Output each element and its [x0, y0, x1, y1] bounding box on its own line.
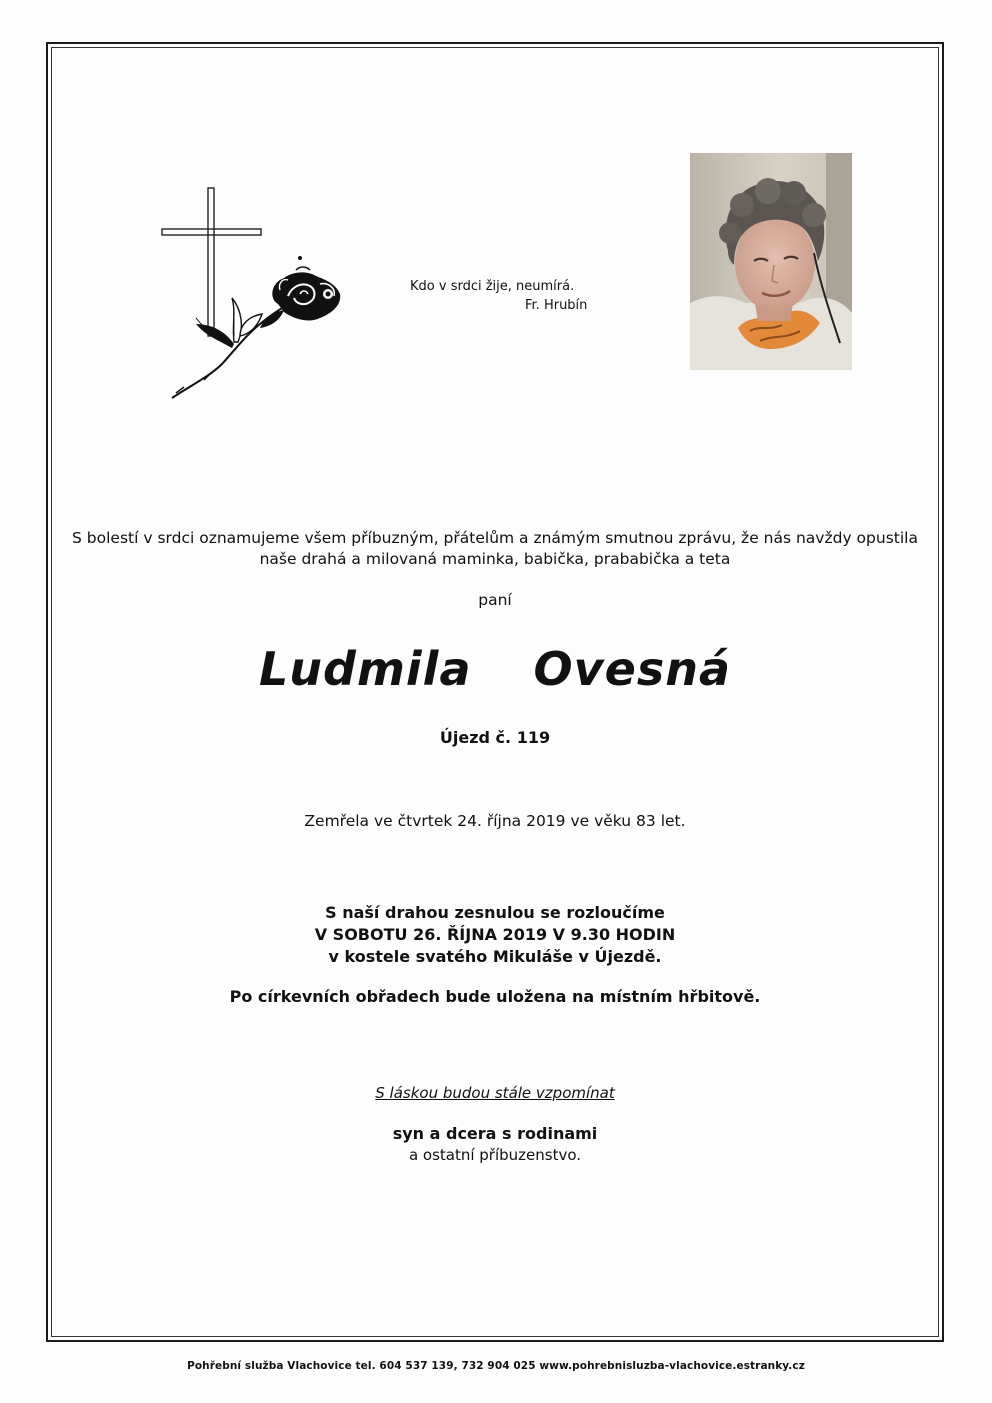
deceased-name: Ludmila Ovesná: [259, 642, 731, 696]
quote-block: [410, 277, 587, 315]
memory-line: S láskou budou stále vzpomínat: [375, 1084, 615, 1102]
deceased-address: Újezd č. 119: [439, 728, 551, 747]
burial-notice: Po církevních obřadech bude uložena na místním hřbitově.: [229, 987, 761, 1006]
quote-author: Fr. Hrubín: [525, 298, 588, 313]
title-word: paní: [478, 591, 512, 609]
funeral-line-1: S naší drahou zesnulou se rozloučíme: [325, 903, 665, 922]
death-notice: Zemřela ve čtvrtek 24. října 2019 ve věku 83 let.: [304, 812, 686, 830]
announcement-line-2: naše drahá a milovaná maminka, babička, prababička a teta: [259, 550, 731, 568]
quote-text: Kdo v srdci žije, neumírá.: [410, 279, 575, 294]
footer: Pohřební služba Vlachovice tel. 604 537 139, 732 904 025 www.pohrebnisluzba-vlachovice.estranky.cz: [187, 1360, 805, 1372]
announcement: [51, 528, 939, 570]
funeral-line-3: v kostele svatého Mikuláše v Újezdě.: [328, 947, 662, 966]
funeral-details: [51, 902, 939, 968]
funeral-line-2: V SOBOTU 26. ŘÍJNA 2019 V 9.30 HODIN: [314, 925, 676, 944]
mourners: syn a dcera s rodinami: [392, 1124, 598, 1143]
cross-with-rose-icon: [160, 186, 350, 406]
announcement-line-1: S bolestí v srdci oznamujeme všem příbuzným, přátelům a známým smutnou zprávu, že nás navždy opustila: [72, 529, 918, 547]
portrait-photo: [690, 153, 852, 370]
relatives: a ostatní příbuzenstvo.: [408, 1146, 582, 1164]
